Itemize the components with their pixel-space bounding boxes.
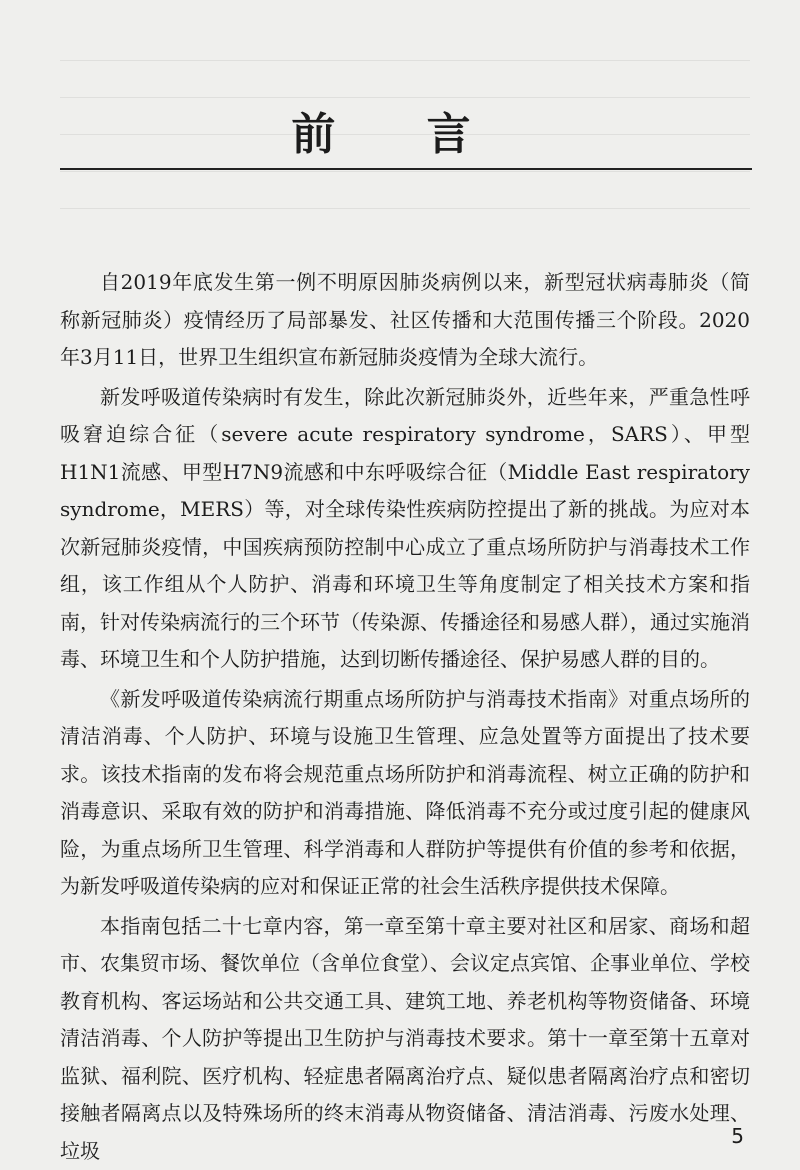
page-title: 前 言 [0, 98, 800, 162]
paragraph: 自2019年底发生第一例不明原因肺炎病例以来，新型冠状病毒肺炎（简称新冠肺炎）疫情经历了局部暴发、社区传播和大范围传播三个阶段。2020年3月11日，世界卫生组织宣布新冠肺炎疫情为全球大流行。 [60, 264, 750, 377]
paragraph: 《新发呼吸道传染病流行期重点场所防护与消毒技术指南》对重点场所的清洁消毒、个人防护、环境与设施卫生管理、应急处置等方面提出了技术要求。该技术指南的发布将会规范重点场所防护和消毒流程、树立正确的防护和消毒意识、采取有效的防护和消毒措施、降低消毒不充分或过度引起的健康风险，为重点场所卫生管理、科学消毒和人群防护等提供有价值的参考和依据，为新发呼吸道传染病的应对和保证正常的社会生活秩序提供技术保障。 [60, 681, 750, 906]
paragraph: 新发呼吸道传染病时有发生，除此次新冠肺炎外，近些年来，严重急性呼吸窘迫综合征（severe acute respiratory syndrome，SARS）、甲型H1N1流感、甲型H7N9流感和中东呼吸综合征（Middle East respiratory syndrome，MERS）等，对全球传染性疾病防控提出了新的挑战。为应对本次新冠肺炎疫情，中国疾病预防控制中心成立了重点场所防护与消毒技术工作组，该工作组从个人防护、消毒和环境卫生等角度制定了相关技术方案和指南，针对传染病流行的三个环节（传染源、传播途径和易感人群），通过实施消毒、环境卫生和个人防护措施，达到切断传播途径、保护易感人群的目的。 [60, 379, 750, 679]
page-number: 5 [731, 1124, 744, 1148]
paragraph: 本指南包括二十七章内容，第一章至第十章主要对社区和居家、商场和超市、农集贸市场、餐饮单位（含单位食堂）、会议定点宾馆、企事业单位、学校教育机构、客运场站和公共交通工具、建筑工地、养老机构等物资储备、环境清洁消毒、个人防护等提出卫生防护与消毒技术要求。第十一章至第十五章对监狱、福利院、医疗机构、轻症患者隔离治疗点、疑似患者隔离治疗点和密切接触者隔离点以及特殊场所的终末消毒从物资储备、清洁消毒、污废水处理、垃圾 [60, 908, 750, 1170]
title-rule [60, 168, 752, 170]
preface-body [60, 264, 750, 1170]
